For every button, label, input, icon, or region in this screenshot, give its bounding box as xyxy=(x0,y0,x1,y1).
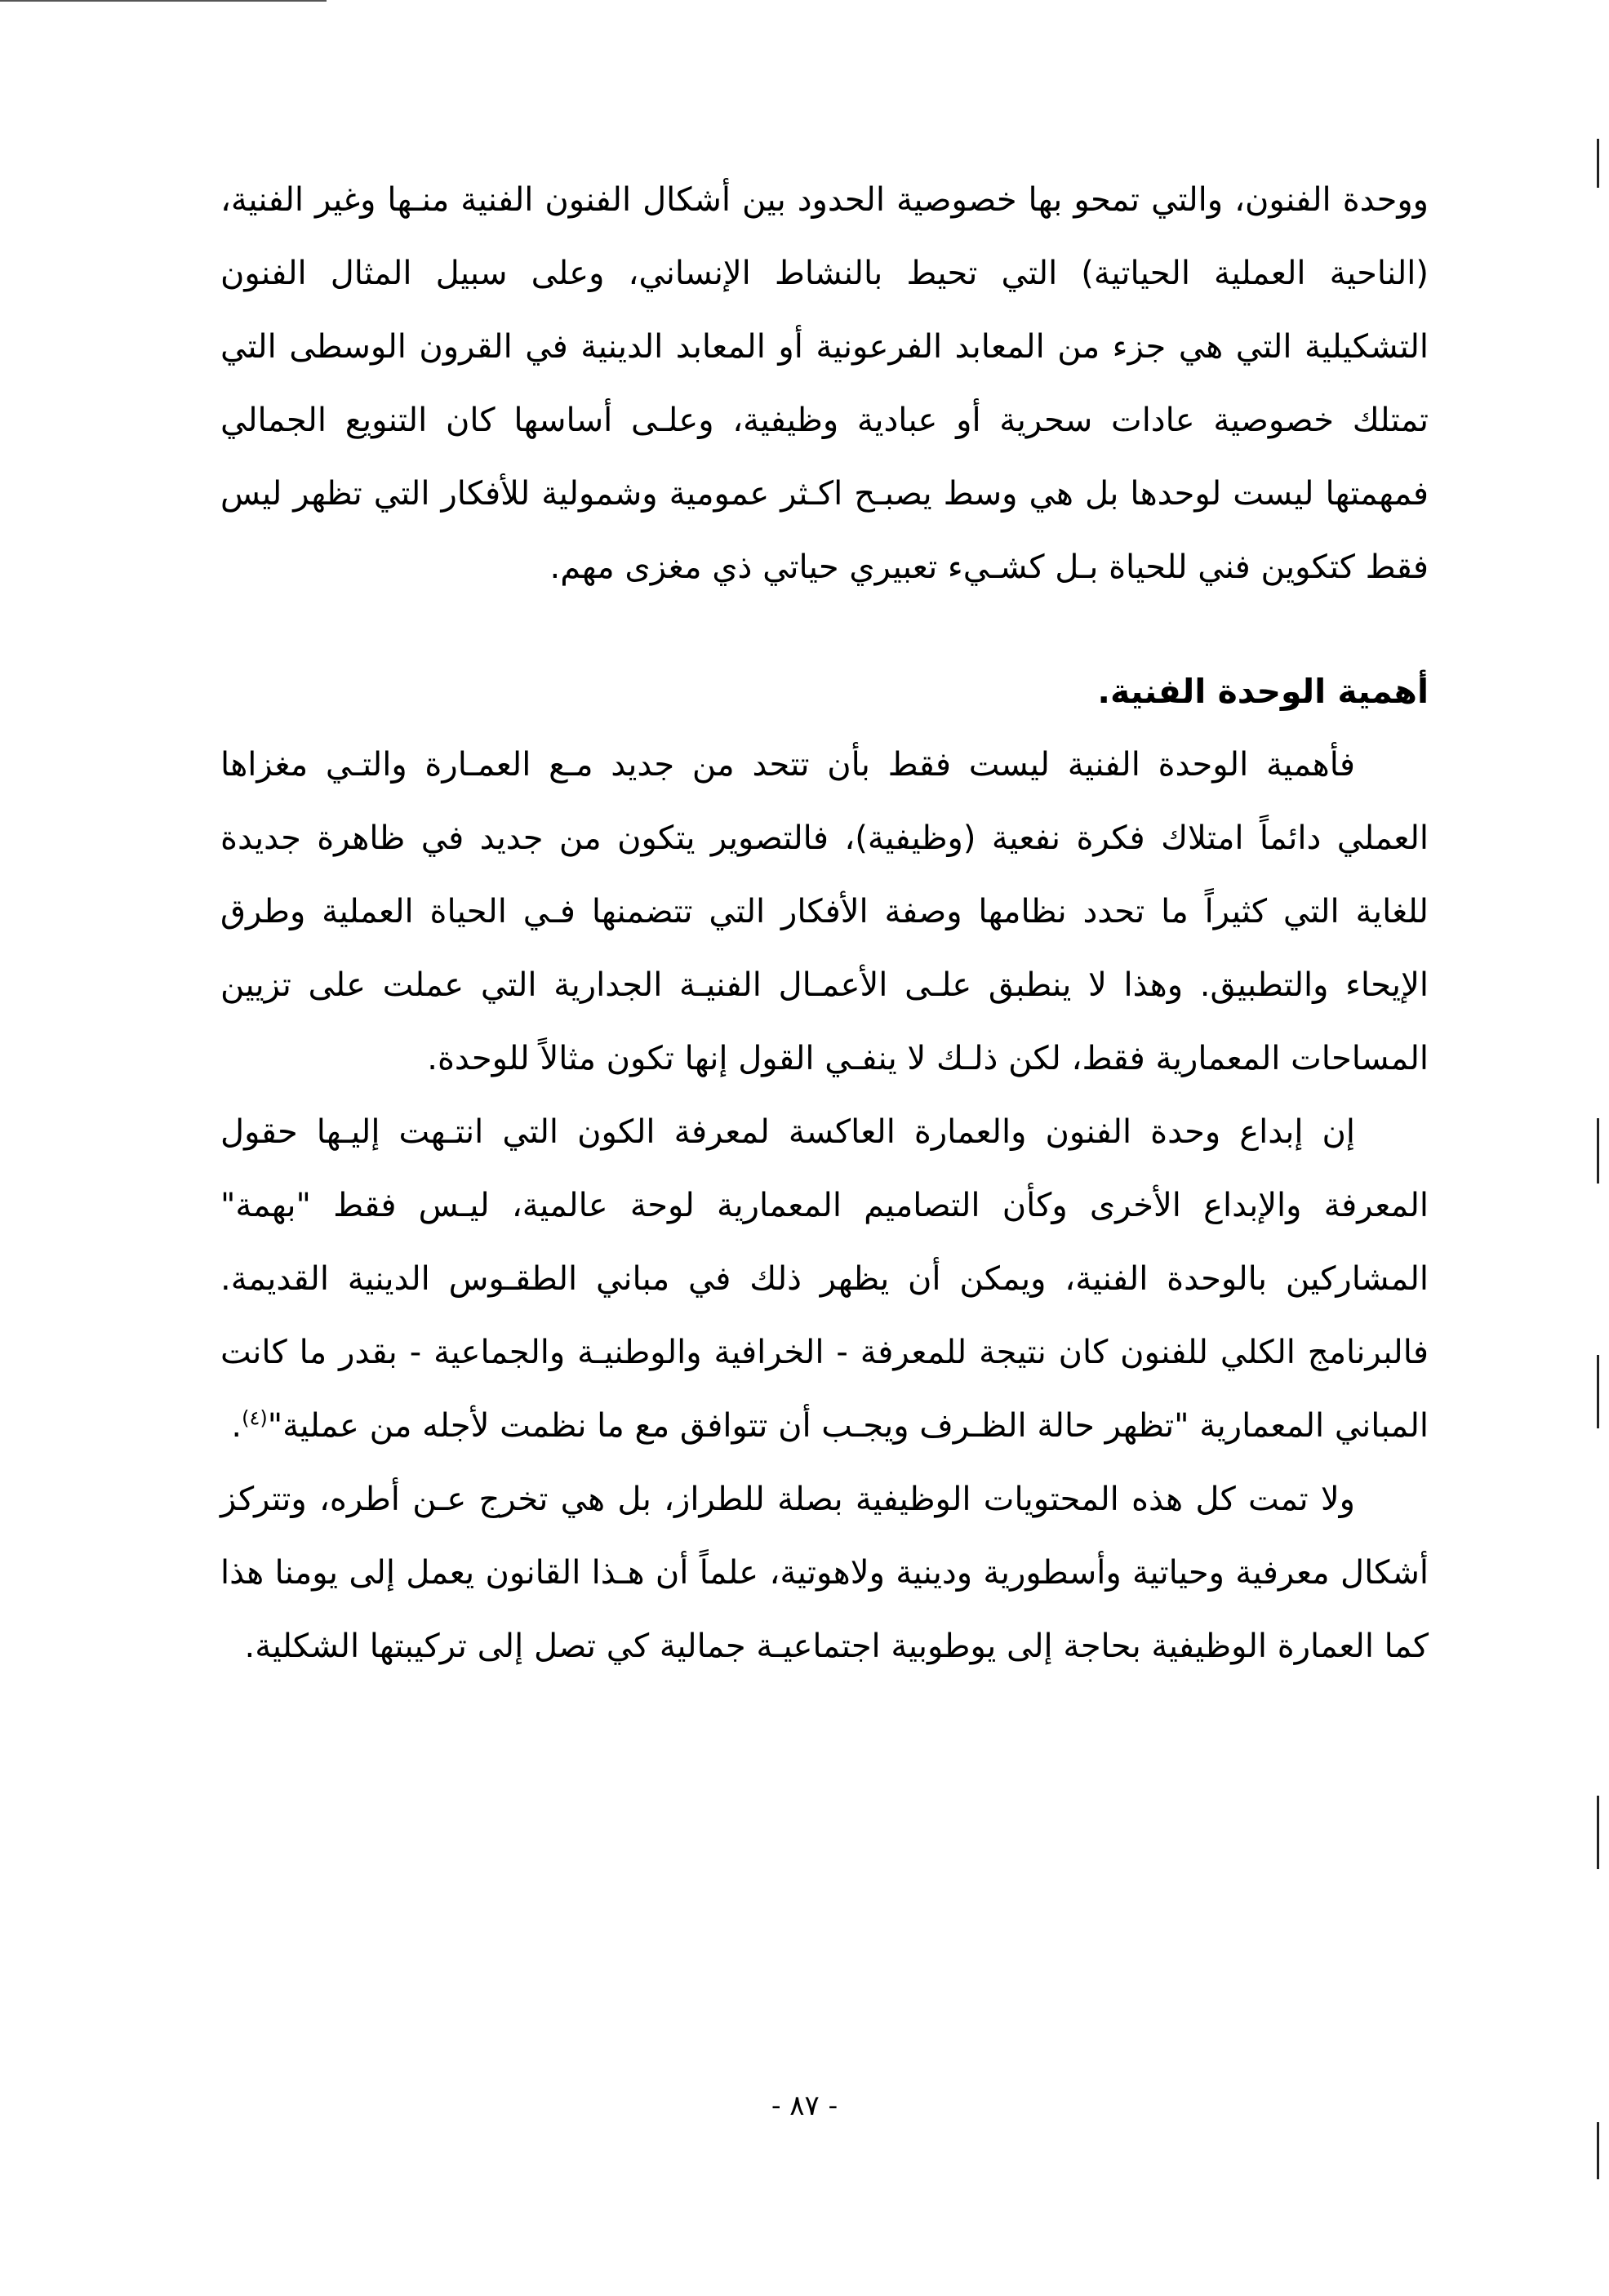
scan-edge-mark xyxy=(1597,1118,1599,1184)
paragraph-text: إن إبداع وحدة الفنون والعمارة العاكسة لمعرفة الكون التي انتـهت إليـها حقول المعرفة والإبداع الأخرى وكأن التصاميم المعمارية لوحة عالمية، ليـس فقط "بهمة" المشاركين بالوحدة الفنية، ويمكن أن يظهر ذلك في مباني الطقـوس الدينية القديمة. فالبرنامج الكلي للفنون كان نتيجة للمعرفة - الخرافية والوطنيـة والجماعية - بقدر ما كانت المباني المعمارية "تظهر حالة الظـرف ويجـب أن تتوافق مع ما نظمت لأجله من عملية" xyxy=(220,1113,1429,1445)
page-number: - ٨٧ - xyxy=(771,2089,838,2122)
scan-edge-mark xyxy=(1597,139,1599,188)
paragraph-end: . xyxy=(231,1407,242,1445)
section-heading: أهمية الوحدة الفنية. xyxy=(1097,672,1429,711)
paragraph: ولا تمت كل هذه المحتويات الوظيفية بصلة للطراز، بل هي تخرج عـن أطره، وتتركز أشكال معرفية وحياتية وأسطورية ودينية ولاهوتية، علماً أن هـذا القانون يعمل إلى يومنا هذا كما العمارة الوظيفية بحاجة إلى يوطوبية اجتماعيـة جمالية كي تصل إلى تركيبتها الشكلية. xyxy=(220,1481,1429,1665)
footnote-reference: (٤) xyxy=(242,1406,268,1430)
paragraph xyxy=(220,1095,1429,1463)
scan-edge-mark xyxy=(1597,1355,1599,1428)
scan-edge-mark xyxy=(1597,1796,1599,1869)
top-rule xyxy=(0,0,327,2)
paragraph: فأهمية الوحدة الفنية ليست فقط بأن تتحد من جديد مـع العمـارة والتـي مغزاها العملي دائماً امتلاك فكرة نفعية (وظيفية)، فالتصوير يتكون من جديد في ظاهرة جديدة للغاية التي كثيراً ما تحدد نظامها وصفة الأفكار التي تتضمنها فـي الحياة العملية وطرق الإيحاء والتطبيق. وهذا لا ينطبق علـى الأعمـال الفنيـة الجدارية التي عملت على تزيين المساحات المعمارية فقط، لكن ذلـك لا ينفـي القول إنها تكون مثالاً للوحدة. xyxy=(220,746,1429,1077)
paragraph: ووحدة الفنون، والتي تمحو بها خصوصية الحدود بين أشكال الفنون الفنية منـها وغير الفنية، (الناحية العملية الحياتية) التي تحيط بالنشاط الإنساني، وعلى سبيل المثال الفنون التشكيلية التي هي جزء من المعابد الفرعونية أو المعابد الدينية في القرون الوسطى التي تمتلك خصوصية عادات سحرية أو عبادية وظيفية، وعلـى أساسها كان التنويع الجمالي فمهمتها ليست لوحدها بل هي وسط يصبـح اكـثر عمومية وشمولية للأفكار التي تظهر ليس فقط كتكوين فني للحياة بـل كشـيء تعبيري حياتي ذي مغزى مهم. xyxy=(220,181,1429,586)
scan-edge-mark xyxy=(1597,2122,1599,2179)
page-body xyxy=(220,163,1429,1683)
